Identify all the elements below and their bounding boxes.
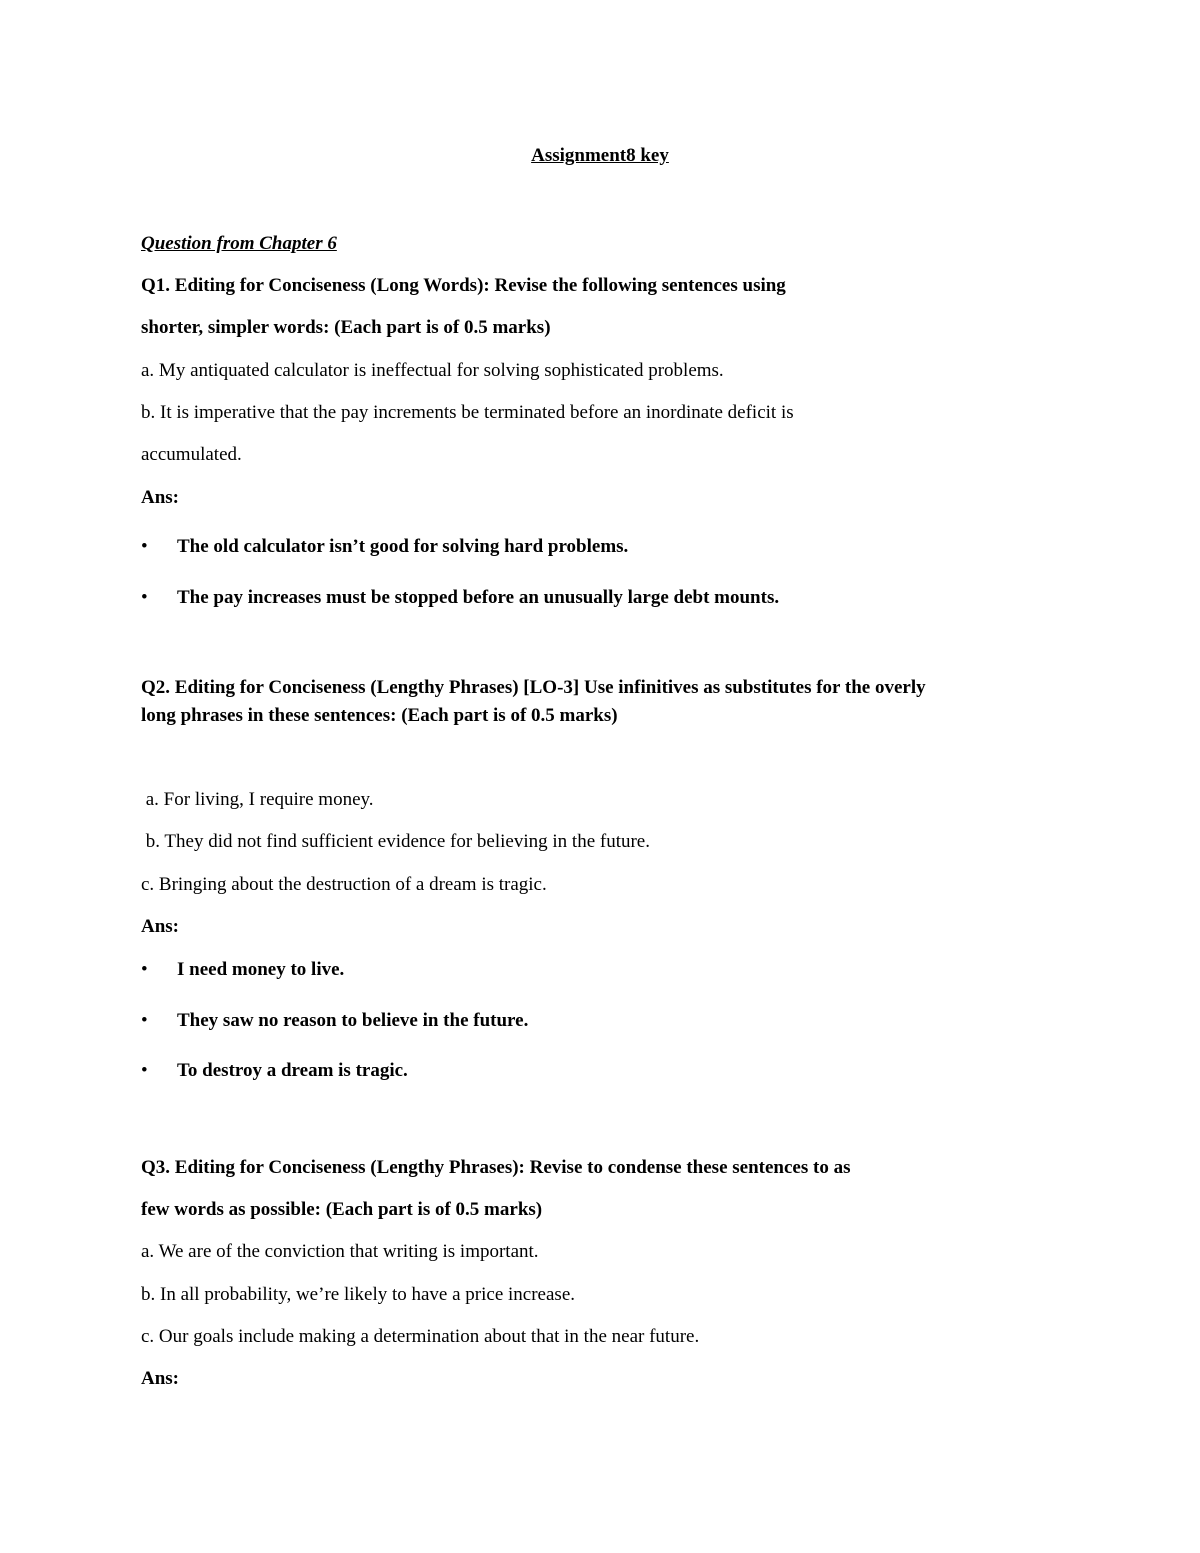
q3-item-a: a. We are of the conviction that writing is important.: [141, 1241, 539, 1262]
q2-answer-2-text: They saw no reason to believe in the future.: [177, 1010, 529, 1031]
q1-ans-label: Ans:: [141, 487, 180, 508]
q1-heading-line-1: Q1. Editing for Conciseness (Long Words): Revise the following sentences using: [141, 275, 786, 296]
q1-answer-1-text: The old calculator isn’t good for solving hard problems.: [177, 536, 629, 557]
bullet-icon: •: [141, 587, 148, 608]
q2-answer-3: [141, 1059, 408, 1083]
q1-item-b-continued: accumulated.: [141, 444, 242, 465]
bullet-icon: •: [141, 1060, 148, 1081]
q1-answer-1: [141, 535, 628, 559]
q2-item-a: a. For living, I require money.: [141, 789, 374, 810]
q2-answer-1: [141, 958, 344, 982]
q3-heading-line-1: Q3. Editing for Conciseness (Lengthy Phrases): Revise to condense these sentences to as: [141, 1157, 851, 1178]
q1-answer-2-text: The pay increases must be stopped before an unusually large debt mounts.: [177, 587, 780, 608]
bullet-icon: •: [141, 959, 148, 980]
bullet-icon: •: [141, 1010, 148, 1031]
q2-ans-label: Ans:: [141, 916, 180, 937]
section-heading: Question from Chapter 6: [141, 233, 337, 254]
q2-answer-1-text: I need money to live.: [177, 959, 345, 980]
q1-item-b: b. It is imperative that the pay increments be terminated before an inordinate deficit is: [141, 402, 794, 423]
q3-ans-label: Ans:: [141, 1368, 180, 1389]
q2-heading-line-2: long phrases in these sentences: (Each part is of 0.5 marks): [141, 705, 618, 726]
bullet-icon: •: [141, 536, 148, 557]
q2-heading-line-1: Q2. Editing for Conciseness (Lengthy Phrases) [LO-3] Use infinitives as substitutes for the overly: [141, 677, 926, 698]
q1-heading-line-2: shorter, simpler words: (Each part is of 0.5 marks): [141, 317, 551, 338]
q2-answer-2: [141, 1009, 528, 1033]
q3-item-b: b. In all probability, we’re likely to have a price increase.: [141, 1284, 576, 1305]
q2-item-c: c. Bringing about the destruction of a dream is tragic.: [141, 874, 547, 895]
q2-item-b: b. They did not find sufficient evidence for believing in the future.: [141, 831, 650, 852]
document-title: Assignment8 key: [531, 145, 669, 166]
q2-answer-3-text: To destroy a dream is tragic.: [177, 1060, 408, 1081]
q3-item-c: c. Our goals include making a determination about that in the near future.: [141, 1326, 700, 1347]
q1-item-a: a. My antiquated calculator is ineffectual for solving sophisticated problems.: [141, 360, 724, 381]
q3-heading-line-2: few words as possible: (Each part is of 0.5 marks): [141, 1199, 543, 1220]
q1-answer-2: [141, 586, 779, 610]
